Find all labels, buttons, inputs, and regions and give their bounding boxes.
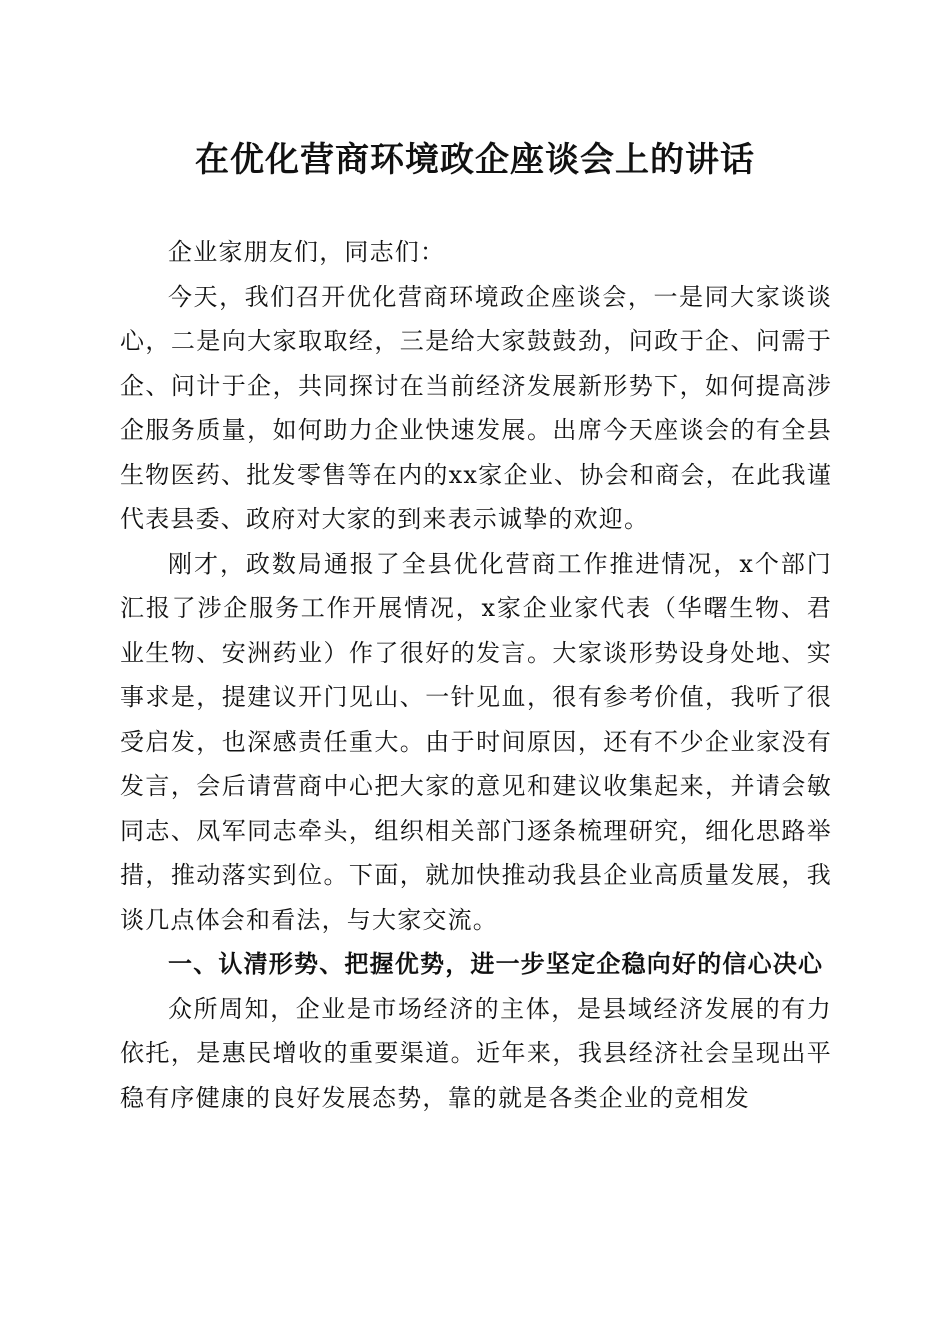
- page-title: 在优化营商环境政企座谈会上的讲话: [195, 140, 755, 180]
- section-heading: 一、认清形势、把握优势，进一步坚定企稳向好的信心决心: [168, 950, 824, 978]
- document-body: [120, 230, 832, 1120]
- paragraph-summary: 刚才，政数局通报了全县优化营商工作推进情况，x个部门汇报了涉企服务工作开展情况，x家企业家代表（华曙生物、君业生物、安洲药业）作了很好的发言。大家谈形势设身处地、实事求是，提建议开门见山、一针见血，很有参考价值，我听了很受启发，也深感责任重大。由于时间原因，还有不少企业家没有发言，会后请营商中心把大家的意见和建议收集起来，并请会敏同志、凤军同志牵头，组织相关部门逐条梳理研究，细化思路举措，推动落实到位。下面，就加快推动我县企业高质量发展，我谈几点体会和看法，与大家交流。: [120, 549, 832, 934]
- section-paragraph: 众所周知，企业是市场经济的主体，是县域经济发展的有力依托，是惠民增收的重要渠道。近年来，我县经济社会呈现出平稳有序健康的良好发展态势，靠的就是各类企业的竞相发: [120, 994, 832, 1112]
- salutation: 企业家朋友们，同志们：: [168, 238, 446, 266]
- paragraph-opening: 今天，我们召开优化营商环境政企座谈会，一是同大家谈谈心，二是向大家取取经，三是给大家鼓鼓劲，问政于企、问需于企、问计于企，共同探讨在当前经济发展新形势下，如何提高涉企服务质量，如何助力企业快速发展。出席今天座谈会的有全县生物医药、批发零售等在内的xx家企业、协会和商会，在此我谨代表县委、政府对大家的到来表示诚挚的欢迎。: [120, 282, 832, 533]
